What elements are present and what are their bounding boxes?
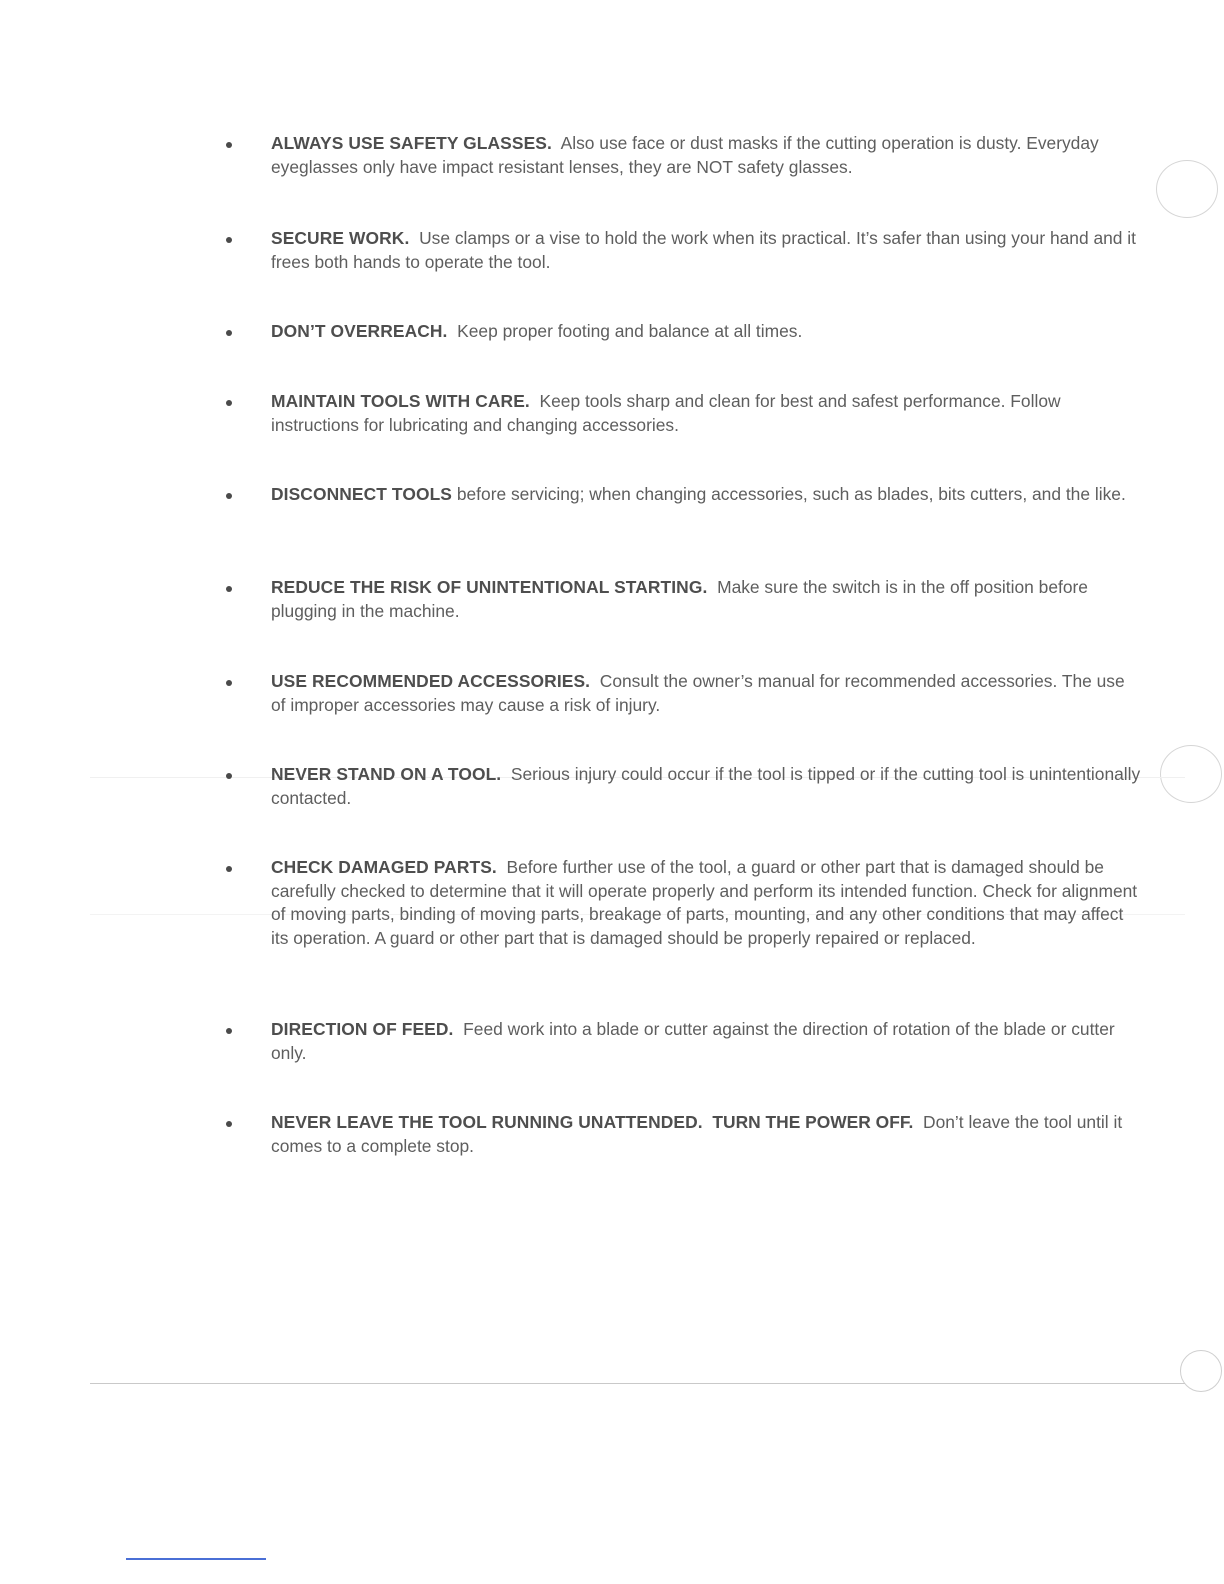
scan-line	[90, 1383, 1185, 1384]
rule-body: before servicing; when changing accessories, such as blades, bits cutters, and the like.	[456, 484, 1126, 504]
scan-line	[126, 1558, 266, 1560]
rule-heading: USE RECOMMENDED ACCESSORIES.	[271, 671, 591, 691]
rule-body: Use clamps or a vise to hold the work when its practical. It’s safer than using your hand and it frees both hands to operate the tool.	[271, 228, 1137, 272]
bullet	[226, 493, 232, 499]
rule-heading: DIRECTION OF FEED.	[271, 1019, 454, 1039]
rule-heading: DON’T OVERREACH.	[271, 321, 448, 341]
rule-body: Make sure the switch is in the off position before plugging in the machine.	[271, 577, 1088, 621]
rule-text	[271, 1111, 1143, 1158]
rule-body: Feed work into a blade or cutter against the direction of rotation of the blade or cutter only.	[271, 1019, 1115, 1063]
bullet	[226, 1028, 232, 1034]
punch-hole-middle	[1160, 745, 1222, 803]
rule-heading: SECURE WORK.	[271, 228, 410, 248]
rule-body: Don’t leave the tool until it comes to a complete stop.	[271, 1112, 1123, 1156]
rule-heading: DISCONNECT TOOLS	[271, 484, 452, 504]
rule-text	[271, 1018, 1143, 1065]
punch-hole-top	[1156, 160, 1218, 218]
rule-body: Consult the owner’s manual for recommended accessories. The use of improper accessories may cause a risk of injury.	[271, 671, 1125, 715]
rule-heading: MAINTAIN TOOLS WITH CARE.	[271, 391, 530, 411]
rule-heading-secondary: TURN THE POWER OFF.	[712, 1112, 914, 1132]
bullet	[226, 330, 232, 336]
rule-text	[271, 132, 1143, 179]
rule-text	[271, 227, 1143, 274]
bullet	[226, 680, 232, 686]
rule-body: Also use face or dust masks if the cutting operation is dusty. Everyday eyeglasses only have impact resistant lenses, they are NOT safety glasses.	[271, 133, 1099, 177]
bullet	[226, 773, 232, 779]
rule-heading: REDUCE THE RISK OF UNINTENTIONAL STARTING.	[271, 577, 708, 597]
rule-text	[271, 670, 1143, 717]
rule-heading: ALWAYS USE SAFETY GLASSES.	[271, 133, 552, 153]
rule-heading: NEVER STAND ON A TOOL.	[271, 764, 502, 784]
bullet	[226, 1121, 232, 1127]
rule-text	[271, 763, 1143, 810]
rule-body: Keep proper footing and balance at all times.	[457, 321, 803, 341]
rule-body: Before further use of the tool, a guard or other part that is damaged should be carefully checked to determine that it will operate properly and perform its intended function. Check for alignment of moving parts, binding of moving parts, breakage of parts, mounting, and any other conditions that may affect its operation. A guard or other part that is damaged should be properly repaired or replaced.	[271, 857, 1138, 948]
rule-text	[271, 856, 1143, 950]
rule-heading: NEVER LEAVE THE TOOL RUNNING UNATTENDED.	[271, 1112, 703, 1132]
rule-text	[271, 390, 1143, 437]
bullet	[226, 400, 232, 406]
rule-text	[271, 483, 1143, 507]
bullet	[226, 866, 232, 872]
punch-hole-bottom	[1180, 1350, 1222, 1392]
bullet	[226, 142, 232, 148]
rule-text	[271, 320, 1143, 344]
rule-heading: CHECK DAMAGED PARTS.	[271, 857, 497, 877]
bullet	[226, 237, 232, 243]
rule-body: Keep tools sharp and clean for best and safest performance. Follow instructions for lubricating and changing accessories.	[271, 391, 1061, 435]
rule-body: Serious injury could occur if the tool is tipped or if the cutting tool is unintentionally contacted.	[271, 764, 1141, 808]
bullet	[226, 586, 232, 592]
rule-text	[271, 576, 1143, 623]
